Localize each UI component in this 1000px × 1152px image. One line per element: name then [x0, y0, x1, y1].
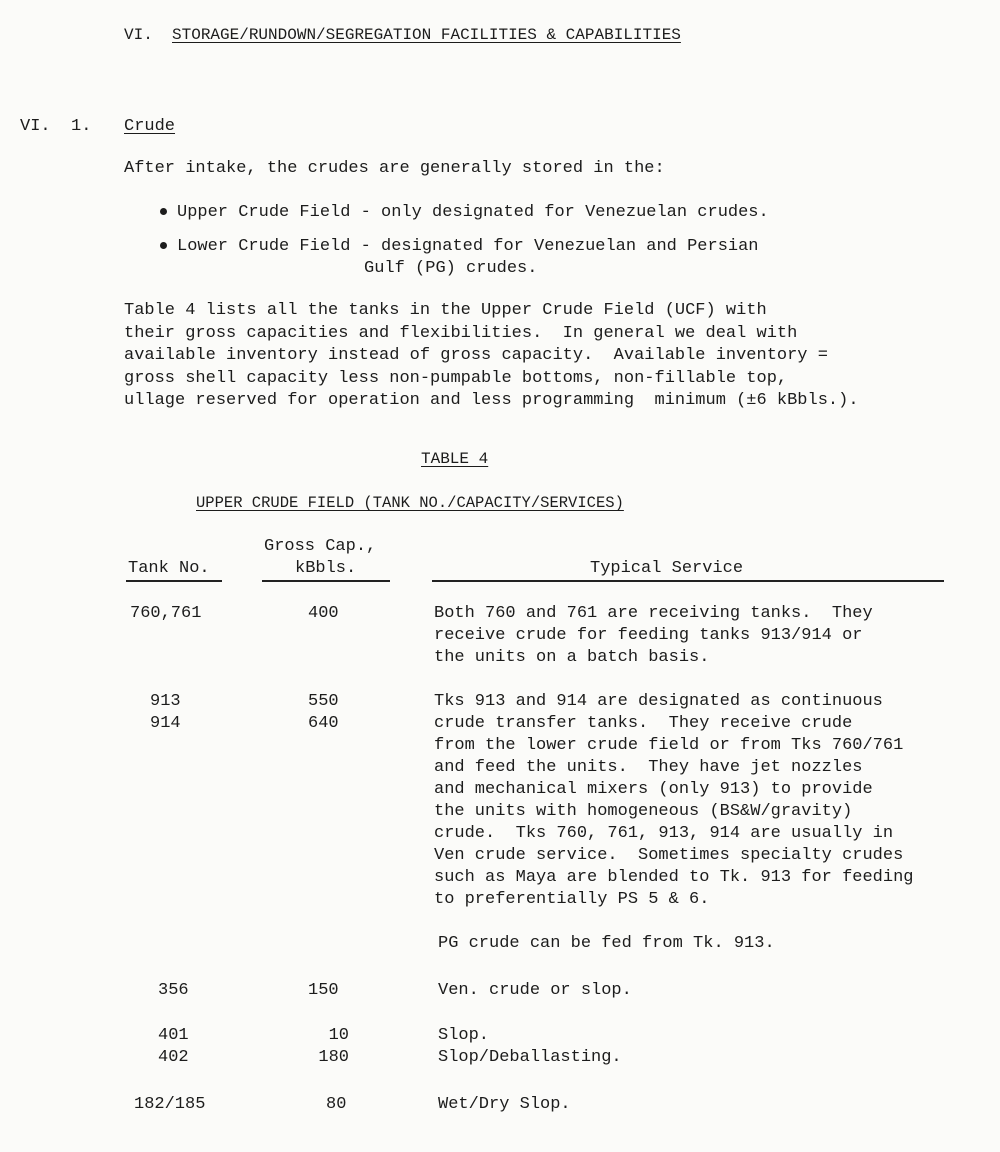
tank-cell: 401 402: [158, 1026, 189, 1067]
header-rule-tank: [126, 580, 222, 582]
service-cell: Slop. Slop/Deballasting.: [438, 1026, 622, 1067]
tank-cell: 356: [158, 981, 189, 1000]
service-cell: Wet/Dry Slop.: [438, 1095, 571, 1114]
section-heading: [124, 24, 681, 46]
header-typical-service: Typical Service: [590, 559, 744, 578]
capacity-cell: 550 640: [308, 692, 339, 733]
header-rule-cap: [262, 580, 390, 582]
bullet-dot-icon: [160, 242, 167, 249]
header-tank-no: Tank No.: [128, 559, 210, 578]
capacity-cell: 150: [308, 981, 339, 1000]
table-label: TABLE 4: [421, 450, 489, 468]
service-cell: Ven. crude or slop.: [438, 981, 632, 1000]
header-rule-service: [432, 580, 944, 582]
subsection-title: Crude: [124, 117, 176, 136]
tank-cell: 182/185: [134, 1095, 206, 1114]
tank-cell: 760,761: [130, 604, 202, 623]
subsection-number: VI. 1.: [20, 117, 92, 136]
intro-text: After intake, the crudes are generally stored in the:: [124, 159, 665, 178]
bullet-text: Upper Crude Field - only designated for Venezuelan crudes.: [177, 203, 769, 222]
header-kbbls: kBbls.: [295, 559, 357, 578]
bullet-dot-icon: [160, 208, 167, 215]
tank-cell: 913 914: [150, 692, 181, 733]
body-paragraph: Table 4 lists all the tanks in the Upper Crude Field (UCF) with their gross capacities and flexibilities. In general we deal with available inventory instead of gross capacity. Available inventory = gross shell capacity less non-pumpable bottoms, non-fillable top, ullage reserved for operation and less programming minimum (±6 kBbls.).: [124, 301, 859, 410]
subsection-heading: [20, 116, 175, 138]
service-cell: Tks 913 and 914 are designated as continuous crude transfer tanks. They receive crude from the lower crude field or from Tks 760/761 and feed the units. They have jet nozzles and mechanical mixers (only 913) to provide the units with homogeneous (BS&W/gravity) crude. Tks 760, 761, 913, 914 are usually in Ven crude service. Sometimes specialty crudes such as Maya are blended to Tk. 913 for feeding to preferentially PS 5 & 6.: [434, 692, 914, 909]
section-title: STORAGE/RUNDOWN/SEGREGATION FACILITIES & CAPABILITIES: [172, 26, 681, 44]
capacity-cell: 400: [308, 604, 339, 623]
service-cell: PG crude can be fed from Tk. 913.: [438, 934, 775, 953]
bullet-item: [160, 202, 769, 224]
service-cell: Both 760 and 761 are receiving tanks. They receive crude for feeding tanks 913/914 or the units on a batch basis.: [434, 604, 873, 667]
bullet-item: [160, 236, 759, 280]
capacity-cell: 10 180: [318, 1026, 349, 1067]
bullet-text: Lower Crude Field - designated for Venezuelan and Persian Gulf (PG) crudes.: [177, 237, 759, 278]
table-subtitle: UPPER CRUDE FIELD (TANK NO./CAPACITY/SERVICES): [196, 494, 624, 512]
header-gross-cap: Gross Cap.,: [264, 537, 377, 556]
capacity-cell: 80: [326, 1095, 347, 1114]
section-number: VI.: [124, 26, 153, 44]
